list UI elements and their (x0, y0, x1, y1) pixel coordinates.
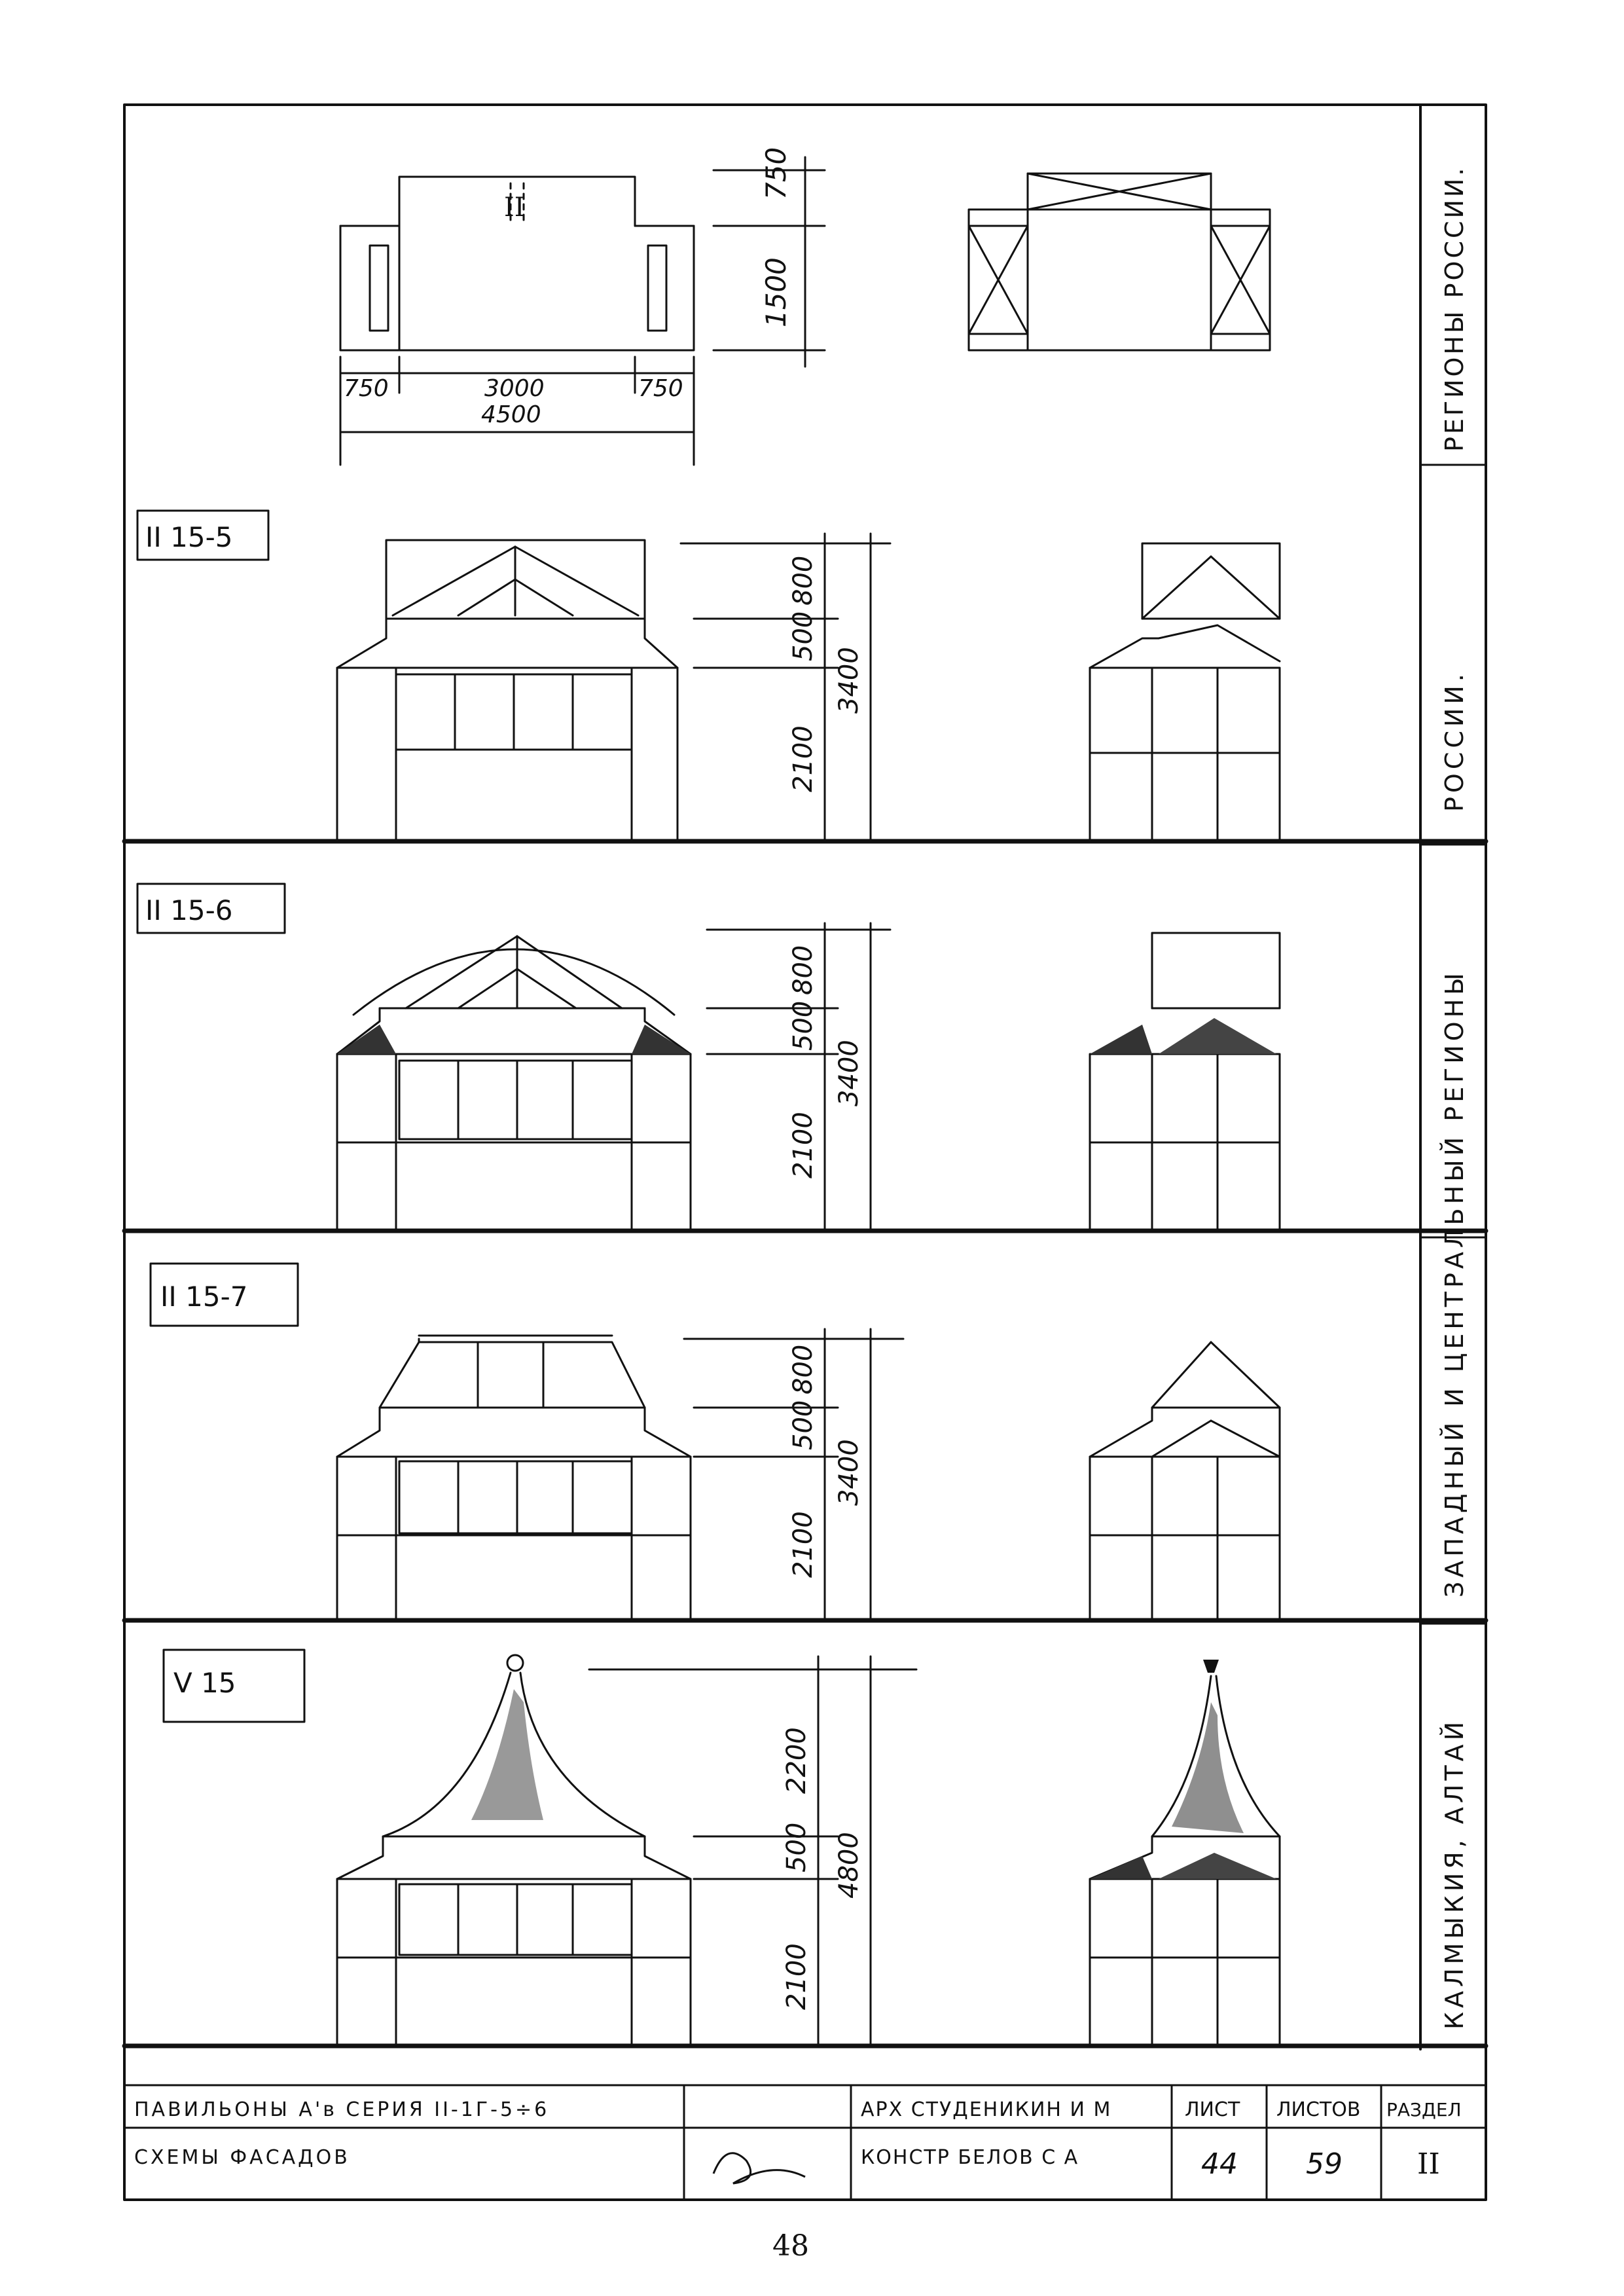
plan-dim-1500: 1500 (760, 257, 792, 327)
title-block-razdel-header: РАЗДЕЛ (1386, 2099, 1462, 2121)
section-15-5-drawing (137, 511, 1280, 841)
section-15-dim-mid: 500 (782, 1822, 812, 1872)
section-15-dim-total: 4800 (834, 1832, 864, 1899)
plan-roman-label: II (504, 192, 525, 223)
plan-dim-750-left: 750 (344, 375, 389, 402)
section-15-drawing (164, 1650, 1280, 2046)
section-15-6-dim-top: 800 (788, 945, 818, 995)
section-15-6-drawing (137, 884, 1280, 1231)
section-15-7-dim-top: 800 (788, 1344, 818, 1394)
section-15-7-dim-bottom: 2100 (788, 1511, 818, 1578)
plan-drawing (340, 157, 1270, 465)
section-15-6-dim-mid: 500 (788, 1000, 818, 1051)
side-strip-regions-russia: РЕГИОНЫ РОССИИ. (1440, 165, 1469, 452)
section-15-6-dim-bottom: 2100 (788, 1112, 818, 1178)
page-number: 48 (772, 2229, 809, 2263)
section-tag-15-7: II 15-7 (160, 1281, 248, 1313)
plan-dim-750-top: 750 (760, 147, 792, 200)
title-block-listov-header: ЛИСТОВ (1276, 2098, 1361, 2121)
signature-mark (713, 2153, 805, 2183)
title-block-list-value: 44 (1201, 2147, 1238, 2181)
title-block-list-header: ЛИСТ (1185, 2098, 1240, 2121)
title-block-konstr: КОНСТР БЕЛОВ С А (861, 2146, 1079, 2169)
section-15-5-dim-top: 800 (788, 555, 818, 606)
side-strip-west-central: ЗАПАДНЫЙ И ЦЕНТРАЛЬНЫЙ РЕГИОНЫ (1440, 969, 1469, 1597)
section-15-7-dim-total: 3400 (834, 1439, 864, 1506)
section-15-dim-bottom: 2100 (782, 1943, 812, 2010)
section-15-7-drawing (151, 1264, 1280, 1620)
title-block-arch: АРХ СТУДЕНИКИН И М (861, 2098, 1112, 2121)
section-15-dim-top: 2200 (782, 1727, 812, 1794)
side-strip-russia: РОССИИ. (1440, 670, 1469, 812)
section-15-5-dim-total: 3400 (834, 647, 864, 714)
section-tag-15-6: II 15-6 (145, 894, 233, 926)
section-15-5-dim-bottom: 2100 (788, 725, 818, 792)
section-15-7-dim-mid: 500 (788, 1400, 818, 1450)
plan-dim-4500: 4500 (481, 401, 541, 428)
side-strip-kalmykia-altai: КАЛМЫКИЯ, АЛТАЙ (1440, 1717, 1469, 2030)
section-tag-15: V 15 (173, 1667, 236, 1699)
plan-dim-750-right: 750 (638, 375, 683, 402)
title-block-listov-value: 59 (1306, 2147, 1343, 2181)
plan-dim-3000: 3000 (484, 375, 545, 402)
section-15-6-dim-total: 3400 (834, 1040, 864, 1106)
title-block-facade-schemes: СХЕМЫ ФАСАДОВ (134, 2146, 350, 2169)
section-15-5-dim-mid: 500 (788, 611, 818, 661)
title-block-series: ПАВИЛЬОНЫ А'в СЕРИЯ II-1Г-5÷6 (134, 2098, 550, 2121)
section-tag-15-5: II 15-5 (145, 521, 233, 553)
title-block-razdel-value: II (1417, 2147, 1440, 2181)
